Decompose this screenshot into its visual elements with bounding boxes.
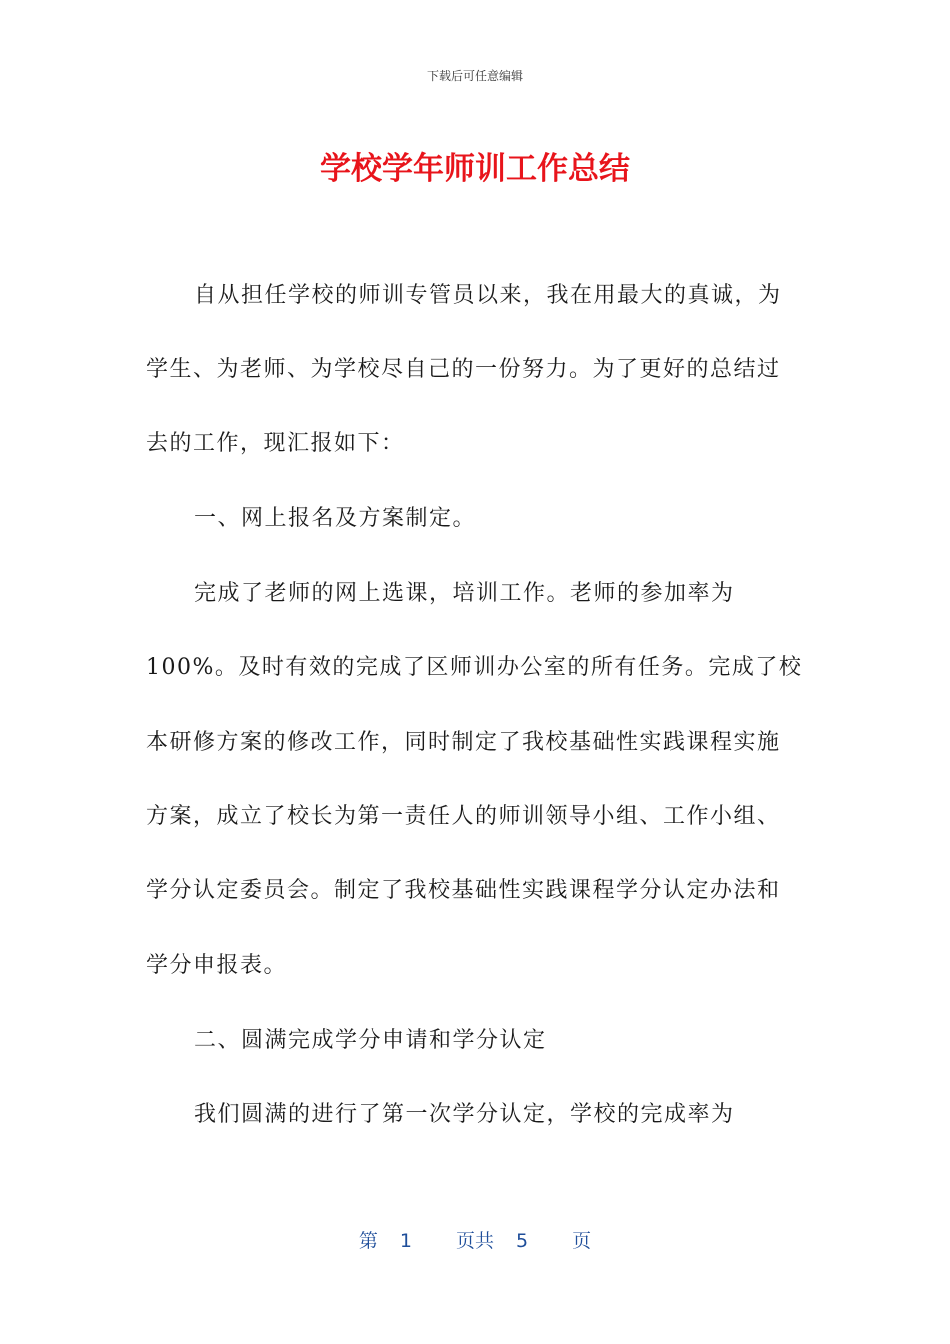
- page-label-prefix: 第: [358, 1230, 378, 1252]
- paragraph-line: 本研修方案的修改工作，同时制定了我校基础性实践课程实施: [146, 730, 781, 755]
- current-page-number: 1: [399, 1230, 412, 1252]
- paragraph-line: 学分认定委员会。制定了我校基础性实践课程学分认定办法和: [146, 878, 781, 903]
- page-label-suffix: 页: [572, 1230, 592, 1252]
- paragraph-line: 学生、为老师、为学校尽自己的一份努力。为了更好的总结过: [146, 357, 781, 382]
- paragraph-line: 自从担任学校的师训专管员以来，我在用最大的真诚，为: [194, 283, 782, 308]
- paragraph-line: 100%。及时有效的完成了区师训办公室的所有任务。完成了校: [146, 655, 803, 680]
- page-label-mid: 页共: [455, 1230, 494, 1252]
- paragraph-line: 完成了老师的网上选课，培训工作。老师的参加率为: [194, 581, 735, 606]
- header-note: 下载后可任意编辑: [426, 69, 523, 83]
- paragraph-line: 我们圆满的进行了第一次学分认定，学校的完成率为: [194, 1102, 735, 1127]
- section-heading: 一、网上报名及方案制定。: [194, 506, 477, 531]
- paragraph-line: 学分申报表。: [146, 953, 288, 978]
- total-pages-number: 5: [516, 1230, 529, 1252]
- section-heading: 二、圆满完成学分申请和学分认定: [194, 1028, 547, 1053]
- paragraph-line: 方案，成立了校长为第一责任人的师训领导小组、工作小组、: [146, 804, 781, 829]
- document-title: 学校学年师训工作总结: [320, 151, 630, 187]
- paragraph-line: 去的工作，现汇报如下：: [146, 431, 405, 456]
- page-footer: [0, 1226, 950, 1253]
